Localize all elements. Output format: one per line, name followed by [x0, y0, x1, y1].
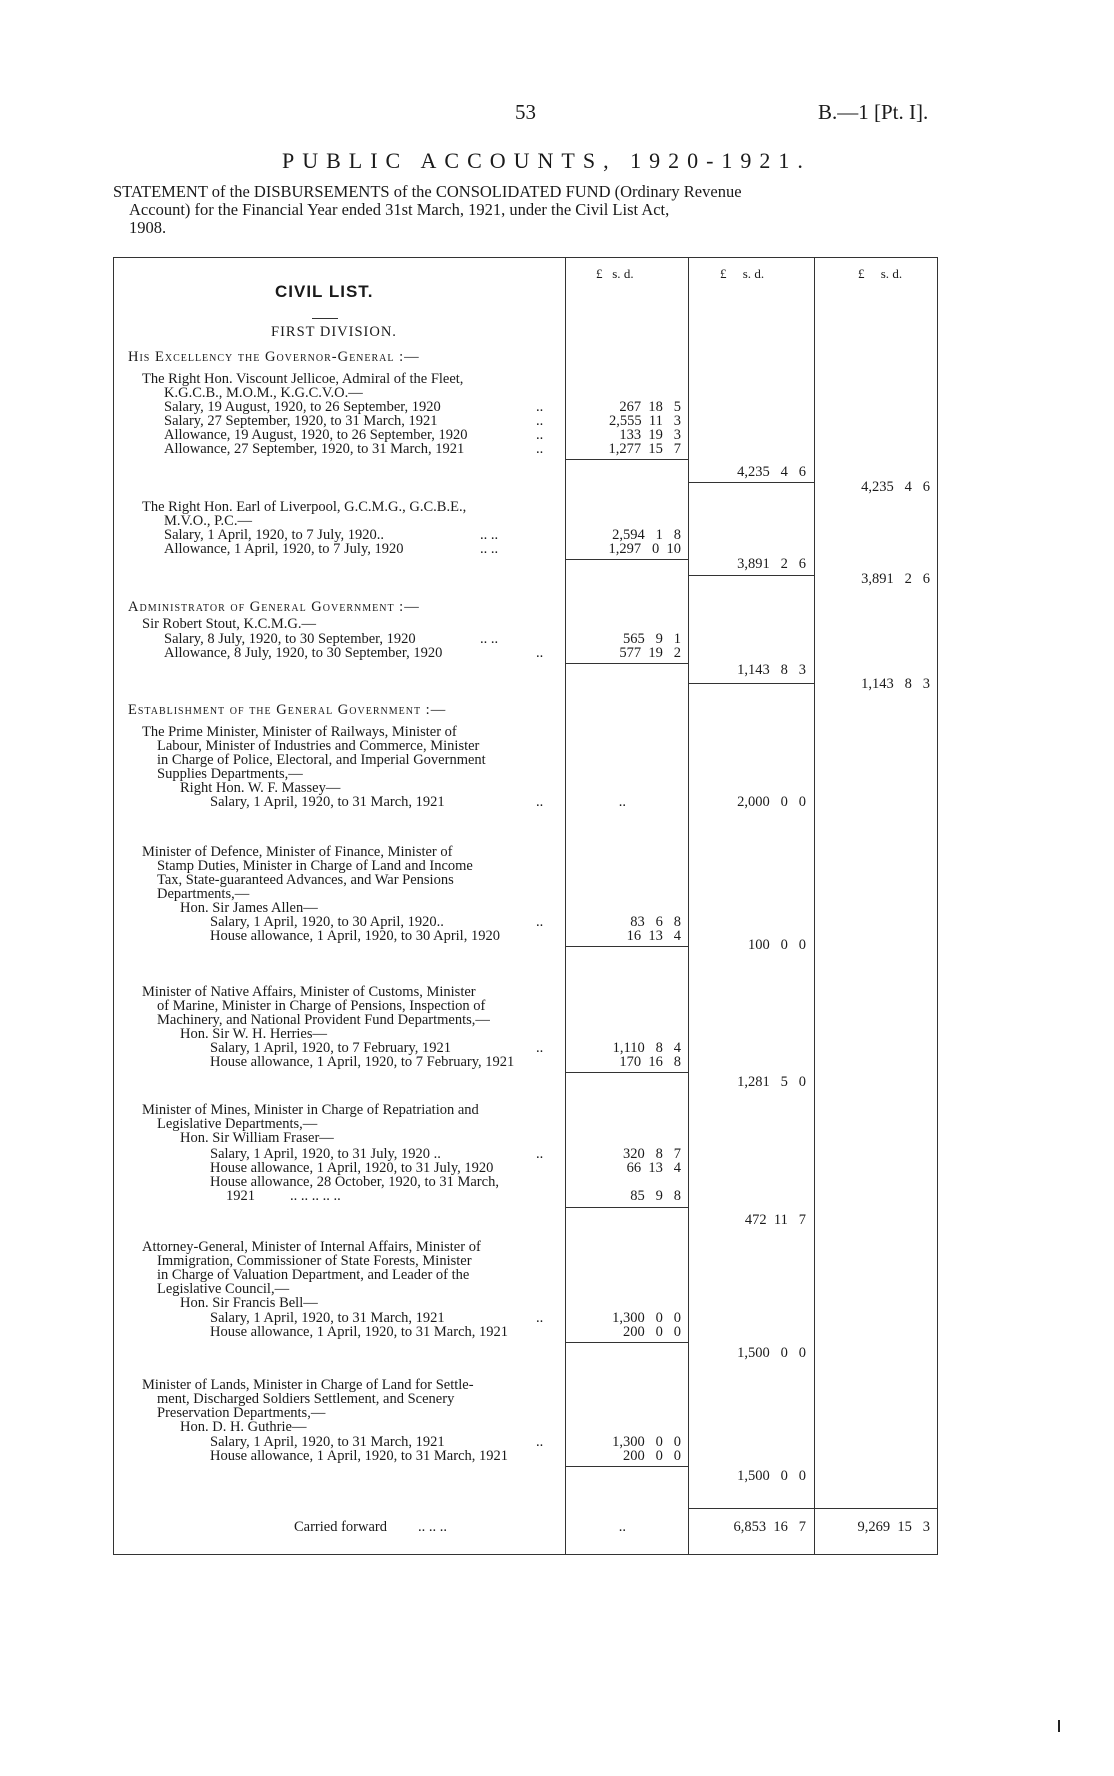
- subtotal-cell: 1,500 0 0: [737, 1468, 806, 1484]
- amount-cell: 85 9 8: [630, 1188, 681, 1204]
- sum-rule: [565, 559, 688, 560]
- leader-dots: ..: [536, 645, 544, 661]
- office-description: ment, Discharged Soldiers Settlement, and Scenery: [157, 1391, 455, 1407]
- amount-cell: 267 18 5: [619, 399, 681, 415]
- amount-cell: 200 0 0: [623, 1448, 681, 1464]
- line-item: House allowance, 1 April, 1920, to 30 April, 1920: [210, 928, 500, 944]
- office-description: in Charge of Police, Electoral, and Imperial Government: [157, 752, 486, 768]
- office-description: Minister of Native Affairs, Minister of Customs, Minister: [142, 984, 476, 1000]
- amount-cell: 170 16 8: [619, 1054, 681, 1070]
- administrator-name: Sir Robert Stout, K.C.M.G.—: [142, 616, 317, 632]
- currency-header-col3: [858, 266, 902, 282]
- leader-dots: .. .. .. .. ..: [290, 1188, 341, 1204]
- margin-mark: [1058, 1720, 1060, 1732]
- leader-dots: ..: [536, 427, 544, 443]
- governor-general-heading: His Excellency the Governor-General :—: [128, 349, 420, 365]
- leader-dots: .. .. ..: [418, 1519, 447, 1535]
- sum-rule: [688, 683, 814, 684]
- office-description: Preservation Departments,—: [157, 1405, 326, 1421]
- office-description: in Charge of Valuation Department, and Leader of the: [157, 1267, 470, 1283]
- total-cell: 1,143 8 3: [861, 676, 930, 692]
- line-item: 1921: [226, 1188, 255, 1204]
- office-description: Supplies Departments,—: [157, 766, 303, 782]
- jellicoe-honours: K.G.C.B., M.O.M., K.G.C.V.O.—: [164, 385, 363, 401]
- currency-header-col1: [596, 266, 634, 282]
- carried-forward-col2: 6,853 16 7: [733, 1519, 806, 1535]
- page-title: PUBLIC ACCOUNTS, 1920-1921.: [282, 148, 811, 173]
- amount-cell: 16 13 4: [626, 928, 681, 944]
- leader-dots: .. ..: [480, 631, 499, 647]
- office-description: Tax, State-guaranteed Advances, and War Pensions: [157, 872, 454, 888]
- line-item: Salary, 1 April, 1920, to 31 March, 1921: [210, 794, 445, 810]
- amount-cell: ..: [618, 794, 626, 810]
- line-item: Salary, 1 April, 1920, to 31 March, 1921: [210, 1434, 445, 1450]
- amount-cell: 1,297 0 10: [608, 541, 681, 557]
- office-description: Machinery, and National Provident Fund Departments,—: [157, 1012, 490, 1028]
- amount-cell: 200 0 0: [623, 1324, 681, 1340]
- carried-forward-rule: [688, 1508, 937, 1509]
- sum-rule: [688, 575, 814, 576]
- line-item: Allowance, 19 August, 1920, to 26 September, 1920: [164, 427, 468, 443]
- total-cell: 4,235 4 6: [861, 479, 930, 495]
- leader-dots: ..: [536, 1310, 544, 1326]
- subtotal-cell: 1,281 5 0: [737, 1074, 806, 1090]
- sum-rule: [565, 459, 688, 460]
- leader-dots: ..: [536, 794, 544, 810]
- minister-name: Right Hon. W. F. Massey—: [180, 780, 341, 796]
- carried-forward-col3: 9,269 15 3: [857, 1519, 930, 1535]
- heading-dash: [312, 318, 338, 319]
- office-description: Legislative Departments,—: [157, 1116, 318, 1132]
- office-description: Legislative Council,—: [157, 1281, 290, 1297]
- establishment-heading: Establishment of the General Government :—: [128, 702, 447, 718]
- amount-cell: 1,300 0 0: [612, 1434, 681, 1450]
- amount-cell: 133 19 3: [619, 427, 681, 443]
- office-description: Attorney-General, Minister of Internal Affairs, Minister of: [142, 1239, 481, 1255]
- shillings: s.: [880, 266, 890, 281]
- line-item: House allowance, 1 April, 1920, to 31 July, 1920: [210, 1160, 494, 1176]
- amount-cell: 565 9 1: [623, 631, 681, 647]
- line-item: Allowance, 1 April, 1920, to 7 July, 1920: [164, 541, 404, 557]
- amount-cell: 2,594 1 8: [612, 527, 681, 543]
- amount-cell: 83 6 8: [630, 914, 681, 930]
- office-description: of Marine, Minister in Charge of Pensions, Inspection of: [157, 998, 486, 1014]
- subtotal-cell: 3,891 2 6: [737, 556, 806, 572]
- pence: d.: [892, 266, 903, 281]
- office-description: Minister of Mines, Minister in Charge of Repatriation and: [142, 1102, 479, 1118]
- page-number: 53: [515, 100, 536, 124]
- minister-name: Hon. Sir W. H. Herries—: [180, 1026, 328, 1042]
- carried-forward-label: Carried forward: [294, 1519, 387, 1535]
- sum-rule: [565, 1342, 688, 1343]
- line-item: House allowance, 1 April, 1920, to 31 March, 1921: [210, 1324, 509, 1340]
- table-left-border: [113, 257, 114, 1554]
- jellicoe-name: The Right Hon. Viscount Jellicoe, Admiral of the Fleet,: [142, 371, 464, 387]
- statement-line-3: 1908.: [129, 218, 167, 237]
- subtotal-cell: 4,235 4 6: [737, 464, 806, 480]
- sum-rule: [565, 1072, 688, 1073]
- table-right-border: [937, 257, 938, 1554]
- subtotal-cell: 100 0 0: [748, 937, 806, 953]
- leader-dots: ..: [536, 441, 544, 457]
- shillings: s.: [742, 266, 752, 281]
- leader-dots: ..: [536, 399, 544, 415]
- amount-cell: 1,110 8 4: [612, 1040, 681, 1056]
- carried-forward-col1: ..: [618, 1519, 626, 1535]
- leader-dots: .. ..: [480, 527, 499, 543]
- statement-line-2: Account) for the Financial Year ended 31st March, 1921, under the Civil List Act,: [129, 200, 670, 219]
- subtotal-cell: 1,500 0 0: [737, 1345, 806, 1361]
- division-heading: FIRST DIVISION.: [271, 324, 397, 340]
- line-item: Salary, 19 August, 1920, to 26 September, 1920: [164, 399, 441, 415]
- leader-dots: ..: [536, 413, 544, 429]
- line-item: Salary, 1 April, 1920, to 31 July, 1920 ..: [210, 1146, 441, 1162]
- office-description: The Prime Minister, Minister of Railways, Minister of: [142, 724, 457, 740]
- amount-cell: 577 19 2: [619, 645, 681, 661]
- office-description: Stamp Duties, Minister in Charge of Land and Income: [157, 858, 473, 874]
- pound-sign: £: [858, 266, 865, 281]
- sum-rule: [688, 482, 814, 483]
- line-item: Salary, 1 April, 1920, to 7 February, 1921: [210, 1040, 451, 1056]
- statement-line-1: STATEMENT of the DISBURSEMENTS of the CONSOLIDATED FUND (Ordinary Revenue: [113, 182, 742, 201]
- liverpool-name: The Right Hon. Earl of Liverpool, G.C.M.G., G.C.B.E.,: [142, 499, 467, 515]
- minister-name: Hon. D. H. Guthrie—: [180, 1419, 307, 1435]
- leader-dots: ..: [536, 1146, 544, 1162]
- leader-dots: ..: [536, 1040, 544, 1056]
- total-cell: 3,891 2 6: [861, 571, 930, 587]
- amount-cell: 2,555 11 3: [609, 413, 681, 429]
- line-item: Salary, 1 April, 1920, to 7 July, 1920..: [164, 527, 385, 543]
- minister-name: Hon. Sir William Fraser—: [180, 1130, 334, 1146]
- office-description: Departments,—: [157, 886, 250, 902]
- amount-cell: 66 13 4: [626, 1160, 681, 1176]
- line-item: Salary, 27 September, 1920, to 31 March, 1921: [164, 413, 438, 429]
- amount-cell: 1,300 0 0: [612, 1310, 681, 1326]
- civil-list-heading: CIVIL LIST.: [275, 282, 374, 301]
- line-item: Allowance, 8 July, 1920, to 30 September, 1920: [164, 645, 443, 661]
- line-item: House allowance, 28 October, 1920, to 31 March,: [210, 1174, 499, 1190]
- shillings: s.: [612, 266, 621, 281]
- office-description: Immigration, Commissioner of State Forests, Minister: [157, 1253, 472, 1269]
- line-item: Salary, 1 April, 1920, to 31 March, 1921: [210, 1310, 445, 1326]
- subtotal-cell: 472 11 7: [744, 1212, 806, 1228]
- line-item: Salary, 1 April, 1920, to 30 April, 1920..: [210, 914, 444, 930]
- pound-sign: £: [720, 266, 727, 281]
- subtotal-cell: 1,143 8 3: [737, 662, 806, 678]
- minister-name: Hon. Sir Francis Bell—: [180, 1295, 318, 1311]
- office-description: Labour, Minister of Industries and Commerce, Minister: [157, 738, 480, 754]
- table-bottom-rule: [113, 1554, 938, 1555]
- pence: d.: [754, 266, 765, 281]
- sum-rule: [565, 946, 688, 947]
- pence: d.: [623, 266, 634, 281]
- column-divider-1: [565, 257, 566, 1554]
- sum-rule: [565, 663, 688, 664]
- line-item: Allowance, 27 September, 1920, to 31 March, 1921: [164, 441, 465, 457]
- column-divider-2: [688, 257, 689, 1554]
- amount-cell: 1,277 15 7: [608, 441, 681, 457]
- liverpool-honours: M.V.O., P.C.—: [164, 513, 252, 529]
- column-divider-3: [814, 257, 815, 1554]
- leader-dots: .. ..: [480, 541, 499, 557]
- leader-dots: ..: [536, 1434, 544, 1450]
- pound-sign: £: [596, 266, 603, 281]
- line-item: Salary, 8 July, 1920, to 30 September, 1920: [164, 631, 416, 647]
- leader-dots: ..: [536, 914, 544, 930]
- document-reference: B.—1 [Pt. I].: [818, 100, 929, 124]
- office-description: Minister of Lands, Minister in Charge of Land for Settle-: [142, 1377, 474, 1393]
- administrator-heading: Administrator of General Government :—: [128, 599, 420, 615]
- currency-header-col2: [720, 266, 764, 282]
- line-item: House allowance, 1 April, 1920, to 31 March, 1921: [210, 1448, 509, 1464]
- minister-name: Hon. Sir James Allen—: [180, 900, 318, 916]
- sum-rule: [565, 1466, 688, 1467]
- subtotal-cell: 2,000 0 0: [737, 794, 806, 810]
- line-item: House allowance, 1 April, 1920, to 7 February, 1921: [210, 1054, 515, 1070]
- sum-rule: [565, 1207, 688, 1208]
- office-description: Minister of Defence, Minister of Finance, Minister of: [142, 844, 453, 860]
- amount-cell: 320 8 7: [623, 1146, 681, 1162]
